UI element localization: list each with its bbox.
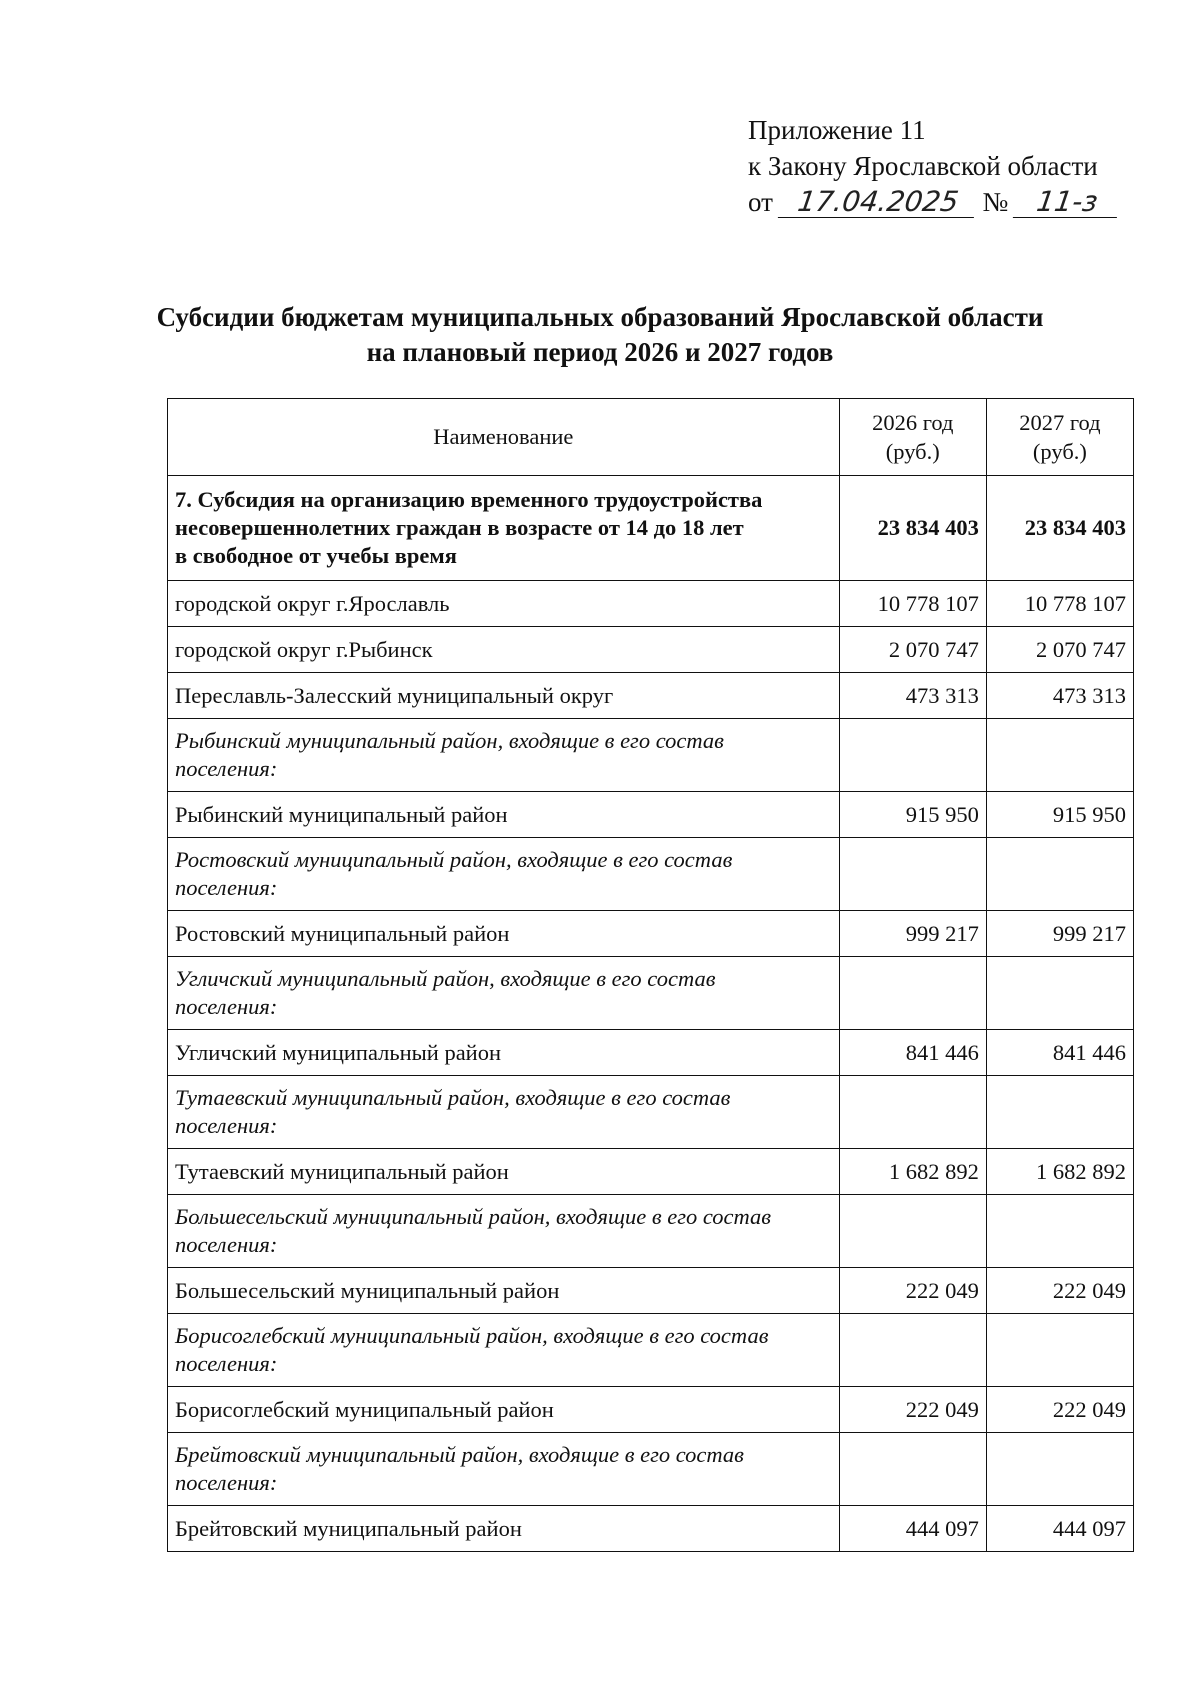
appendix-header <box>748 112 1119 220</box>
row-value-2026 <box>839 1314 986 1387</box>
row-value-2026: 1 682 892 <box>839 1149 986 1195</box>
row-value-2027: 10 778 107 <box>986 581 1133 627</box>
row-value-2027: 999 217 <box>986 911 1133 957</box>
row-value-2026 <box>839 1195 986 1268</box>
title-line-1: Субсидии бюджетам муниципальных образований Ярославской области <box>156 302 1044 332</box>
row-name-line-1: Большесельский муниципальный район <box>175 1277 560 1303</box>
table-row <box>168 1030 1134 1076</box>
appendix-date-line <box>748 184 1119 220</box>
row-name <box>168 957 840 1030</box>
row-value-2027: 1 682 892 <box>986 1149 1133 1195</box>
handwritten-number: 11-з <box>1013 187 1121 218</box>
row-value-2027 <box>986 1433 1133 1506</box>
row-value-2026 <box>839 1433 986 1506</box>
row-name <box>168 911 840 957</box>
row-name-line-1: Ростовский муниципальный район <box>175 920 510 946</box>
row-value-2027 <box>986 1195 1133 1268</box>
table-row <box>168 792 1134 838</box>
row-name-line-2: поселения: <box>175 756 278 781</box>
table-subheader-row <box>168 957 1134 1030</box>
row-name-line-1: Тутаевский муниципальный район <box>175 1158 509 1184</box>
row-name-line-2: поселения: <box>175 875 278 900</box>
row-name-line-1: Большесельский муниципальный район, входящие в его состав <box>175 1204 772 1229</box>
row-name <box>168 838 840 911</box>
row-value-2026: 2 070 747 <box>839 627 986 673</box>
row-name-line-2: поселения: <box>175 1351 278 1376</box>
document-title <box>0 300 1200 370</box>
table-subheader-row <box>168 1433 1134 1506</box>
row-value-2027: 444 097 <box>986 1506 1133 1552</box>
row-name-line-1: Брейтовский муниципальный район, входящие в его состав <box>175 1442 744 1467</box>
appendix-number: Приложение 11 <box>748 115 926 145</box>
table-row <box>168 627 1134 673</box>
row-value-2027 <box>986 719 1133 792</box>
row-name-line-2: поселения: <box>175 1232 278 1257</box>
total-row <box>168 476 1134 581</box>
table-row <box>168 581 1134 627</box>
row-name <box>168 1030 840 1076</box>
row-value-2026 <box>839 1076 986 1149</box>
row-name-line-1: Угличский муниципальный район <box>175 1039 502 1065</box>
row-name-line-1: Переславль-Залесский муниципальный округ <box>175 682 614 708</box>
row-name-line-1: Рыбинский муниципальный район, входящие в его состав <box>175 728 724 753</box>
table-subheader-row <box>168 838 1134 911</box>
row-name-line-2: поселения: <box>175 994 278 1019</box>
row-name-line-1: Тутаевский муниципальный район, входящие в его состав <box>175 1085 731 1110</box>
table-row <box>168 1506 1134 1552</box>
row-name-line-1: городской округ г.Рыбинск <box>175 636 433 662</box>
row-value-2027: 222 049 <box>986 1387 1133 1433</box>
row-name-line-2: поселения: <box>175 1113 278 1138</box>
row-value-2027 <box>986 1314 1133 1387</box>
row-name <box>168 581 840 627</box>
header-2027 <box>986 399 1133 476</box>
table-subheader-row <box>168 719 1134 792</box>
table-row <box>168 1149 1134 1195</box>
row-name-line-1: Рыбинский муниципальный район <box>175 801 508 827</box>
header-2026 <box>839 399 986 476</box>
row-name <box>168 627 840 673</box>
row-value-2026 <box>839 957 986 1030</box>
row-value-2026: 444 097 <box>839 1506 986 1552</box>
title-line-2: на плановый период 2026 и 2027 годов <box>366 337 834 367</box>
row-value-2027: 473 313 <box>986 673 1133 719</box>
row-value-2026: 10 778 107 <box>839 581 986 627</box>
table-subheader-row <box>168 1314 1134 1387</box>
row-name <box>168 719 840 792</box>
total-2027: 23 834 403 <box>986 476 1133 581</box>
row-value-2026: 222 049 <box>839 1387 986 1433</box>
row-name-line-1: Ростовский муниципальный район, входящие в его состав <box>175 847 733 872</box>
row-name-line-1: Угличский муниципальный район, входящие в его состав <box>175 966 716 991</box>
row-value-2027: 2 070 747 <box>986 627 1133 673</box>
table-row <box>168 673 1134 719</box>
number-sign: № <box>982 187 1009 217</box>
total-name-line-3: в свободное от учебы время <box>175 543 457 568</box>
row-value-2027 <box>986 957 1133 1030</box>
row-name-line-1: городской округ г.Ярославль <box>175 590 450 616</box>
row-value-2026 <box>839 838 986 911</box>
row-name <box>168 1387 840 1433</box>
row-value-2026 <box>839 719 986 792</box>
appendix-law-reference: к Закону Ярославской области <box>748 151 1098 181</box>
from-label: от <box>748 187 773 217</box>
row-name <box>168 1433 840 1506</box>
row-name <box>168 1149 840 1195</box>
row-name <box>168 1076 840 1149</box>
row-name-line-1: Борисоглебский муниципальный район, входящие в его состав <box>175 1323 769 1348</box>
header-2026-year: 2026 год <box>872 410 954 435</box>
total-2026: 23 834 403 <box>839 476 986 581</box>
row-name-line-1: Брейтовский муниципальный район <box>175 1515 522 1541</box>
row-value-2026: 841 446 <box>839 1030 986 1076</box>
row-name-line-2: поселения: <box>175 1470 278 1495</box>
row-name <box>168 673 840 719</box>
row-name <box>168 1268 840 1314</box>
total-name-line-1: 7. Субсидия на организацию временного трудоустройства <box>175 487 763 512</box>
row-value-2027 <box>986 1076 1133 1149</box>
row-value-2026: 999 217 <box>839 911 986 957</box>
row-name <box>168 792 840 838</box>
row-name-line-1: Борисоглебский муниципальный район <box>175 1396 554 1422</box>
table-subheader-row <box>168 1076 1134 1149</box>
row-name <box>168 1314 840 1387</box>
table-subheader-row <box>168 1195 1134 1268</box>
header-name: Наименование <box>168 399 840 476</box>
row-value-2027 <box>986 838 1133 911</box>
row-name <box>168 1195 840 1268</box>
row-value-2027: 915 950 <box>986 792 1133 838</box>
row-value-2027: 222 049 <box>986 1268 1133 1314</box>
row-name <box>168 1506 840 1552</box>
row-value-2026: 222 049 <box>839 1268 986 1314</box>
header-2026-unit: (руб.) <box>885 439 940 464</box>
table-row <box>168 1268 1134 1314</box>
total-name-line-2: несовершеннолетних граждан в возрасте от 14 до 18 лет <box>175 515 744 540</box>
table-row <box>168 911 1134 957</box>
row-value-2026: 915 950 <box>839 792 986 838</box>
header-2027-unit: (руб.) <box>1032 439 1087 464</box>
table-row <box>168 1387 1134 1433</box>
handwritten-date: 17.04.2025 <box>778 187 978 218</box>
total-name <box>168 476 840 581</box>
row-value-2026: 473 313 <box>839 673 986 719</box>
subsidy-table <box>167 398 1134 1552</box>
table-header-row <box>168 399 1134 476</box>
header-2027-year: 2027 год <box>1019 410 1101 435</box>
row-value-2027: 841 446 <box>986 1030 1133 1076</box>
